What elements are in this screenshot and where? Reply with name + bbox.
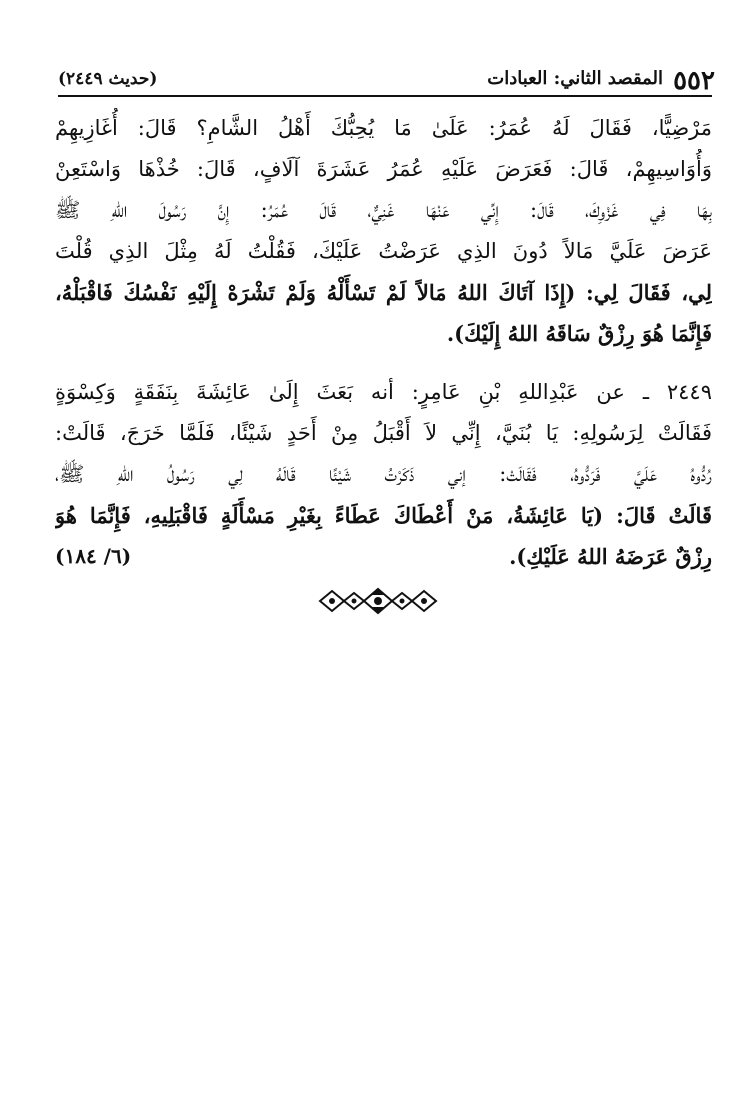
- text-line: عَرَضَ عَلَيَّ مَالاً دُونَ الذِي عَرَضْتُ عَلَيْكَ، فَقُلْتُ لَهُ مِثْلَ الذِي قُلْتَ: [55, 239, 712, 263]
- page-header: [58, 62, 715, 96]
- text-line: ٢٤٤٩ ـ عن عَبْدِاللهِ بْنِ عَامِرٍ: أنه بَعَثَ إِلَىٰ عَائِشَةَ بِنَفَقَةٍ وَكِسْوَةٍ: [55, 380, 712, 404]
- text-line: وَأُوَاسِيهِمْ، قَالَ: فَعَرَضَ عَلَيْهِ عُمَرُ عَشَرَةَ آلَافٍ، قَالَ: خُذْهَا وَاسْتَعِنْ: [55, 157, 712, 181]
- text-line: رُدُّوهُ عَلَيَّ فَرَدُّوهُ، فَقَالَتْ: إني ذَكَرْتُ شَيْئًا قَالَهُ لِي رَسُولُ اللهِ ﷺ،: [55, 462, 712, 486]
- text-line-last: [55, 536, 712, 577]
- text-line: بِهَا فِي غَزْوِكَ، قَالَ: إِنِّي عَنْهَا غَنِيٌّ، قَالَ عُمَرُ: إِنَّ رَسُولَ اللهِ ﷺ: [55, 198, 712, 222]
- hadith-reference: (حديث ٢٤٤٩): [58, 69, 158, 89]
- hadith-2449: [55, 372, 712, 577]
- paragraph-continuation: [55, 108, 712, 354]
- header-divider: [58, 95, 712, 97]
- text-line: فَإِنَّمَا هُوَ رِزْقٌ سَاقَهُ اللهُ إِلَيْكَ).: [446, 321, 712, 346]
- body-text: [55, 108, 712, 577]
- text-line: قَالَتْ قَالَ: (يَا عَائِشَةُ، مَنْ أَعْطَاكَ عَطَاءً بِغَيْرِ مَسْأَلَةٍ فَاقْبَلِيهِ، فَإِنَّمَا هُوَ: [55, 503, 712, 528]
- section-title: المقصد الثاني: العبادات: [487, 68, 663, 89]
- text-line: رِزْقٌ عَرَضَهُ اللهُ عَلَيْكِ).: [509, 544, 712, 569]
- text-line: فَقَالَتْ لِرَسُولِهِ: يَا بُنَيَّ، إِنِّي لاَ أَقْبَلُ مِنْ أَحَدٍ شَيْئًا، فَلَمَّا خَرَجَ، قَالَتْ:: [55, 421, 712, 445]
- paragraph-gap: [55, 354, 712, 372]
- page-number: ٥٥٢: [673, 66, 715, 96]
- source-citation: (٦/ ١٨٤): [55, 544, 132, 568]
- text-line: لِي، فَقَالَ لِي: (إِذَا آتَاكَ اللهُ مَالاً لَمْ تَسْأَلْهُ وَلَمْ تَشْرَهْ إِلَيْهِ نَفْسُكَ فَاقْبَلْهُ،: [55, 280, 712, 305]
- ornament-divider-icon: [318, 585, 438, 617]
- text-line: مَرْضِيًّا، فَقَالَ لَهُ عُمَرُ: عَلَىٰ مَا يُحِبُّكَ أَهْلُ الشَّامِ؟ قَالَ: أُغَازِيهِمْ: [55, 116, 712, 140]
